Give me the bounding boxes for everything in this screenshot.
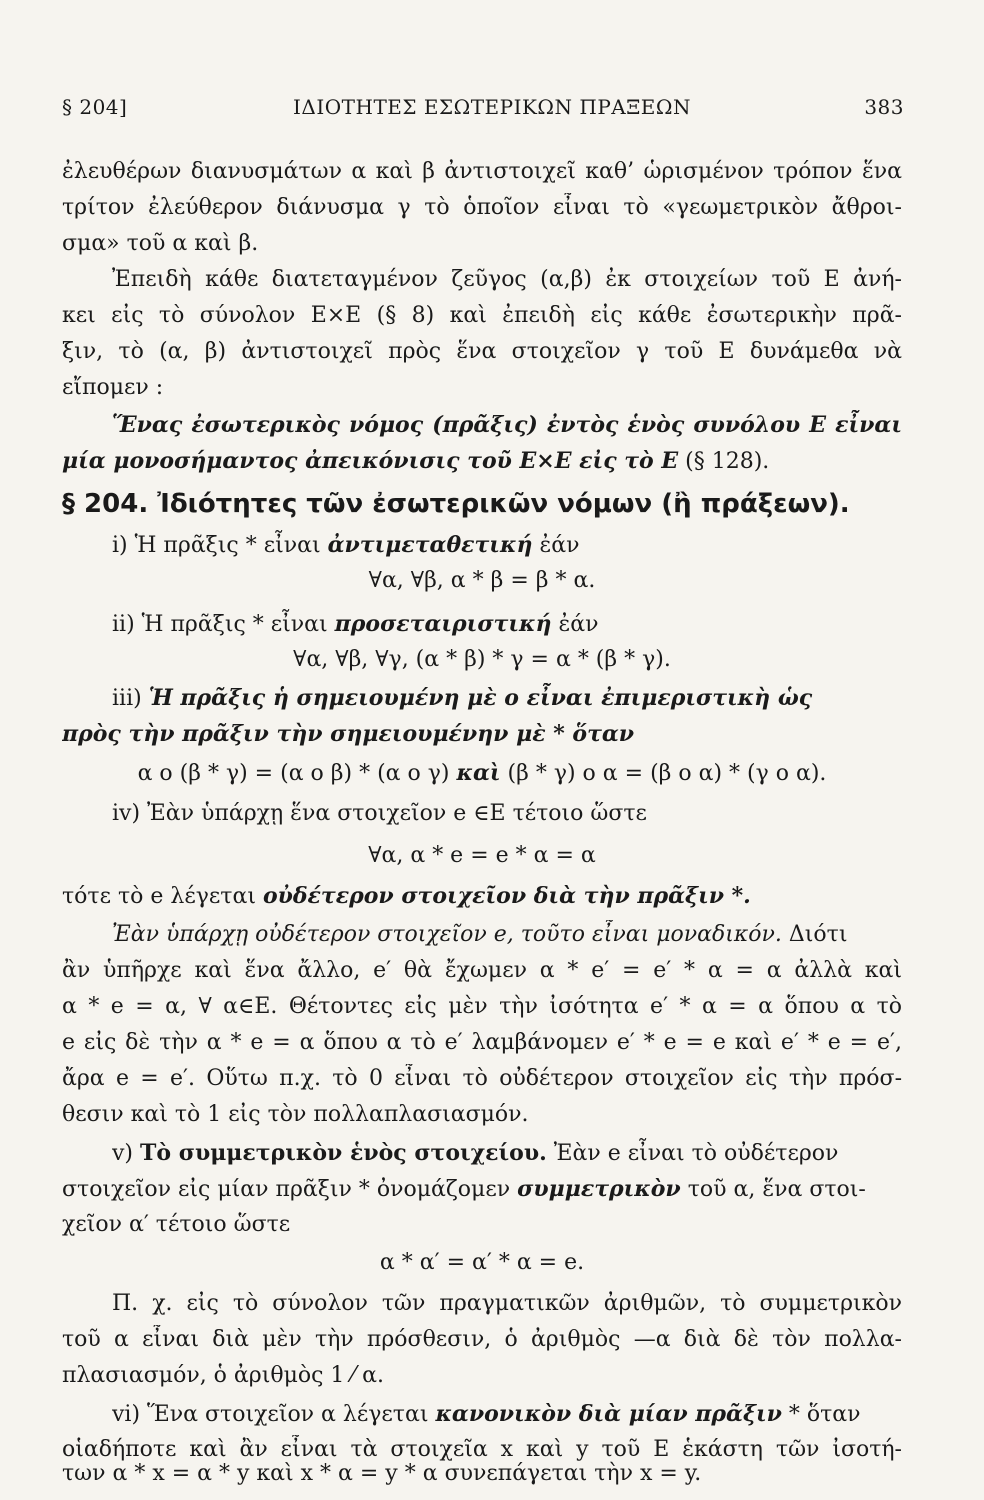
text-run: ἐάν — [532, 533, 580, 558]
text-run: τοῦ α, ἕνα στοι- — [680, 1177, 866, 1202]
property-line: πρὸς τὴν πρᾶξιν τὴν σημειουμένην μὲ * ὅταν — [62, 721, 635, 747]
text-line: των α * x = α * y καὶ x * α = y * α συνεπάγεται τὴν x = y. — [62, 1461, 702, 1486]
equation: α * α′ = α′ * α = e. — [379, 1250, 585, 1275]
text-run: στοιχεῖον εἰς μίαν πρᾶξιν * ὀνομάζομεν — [62, 1177, 518, 1202]
definition-ref: (§ 128). — [678, 449, 770, 474]
equation-conjunction: καὶ — [456, 760, 501, 786]
property-line — [112, 1399, 902, 1430]
property-line — [112, 1138, 902, 1169]
page-number: 383 — [864, 95, 904, 119]
text-line: Ἐπειδὴ κάθε διατεταγμένον ζεῦγος (α,β) ἐκ στοιχείων τοῦ Ε ἀνή- — [112, 267, 902, 292]
property-line — [112, 530, 902, 561]
subheading-symmetric: Τὸ συμμετρικὸν ἑνὸς στοιχείου. — [140, 1140, 547, 1166]
term-neutral-element: οὐδέτερον στοιχεῖον διὰ τὴν πρᾶξιν *. — [262, 883, 751, 909]
text-run: Ἐὰν ὑπάρχῃ οὐδέτερον στοιχεῖον e, τοῦτο εἶναι μοναδικόν. — [112, 922, 782, 947]
text-run: vi) Ἕνα στοιχεῖον α λέγεται — [112, 1402, 436, 1427]
term-commutative: ἀντιμεταθετική — [327, 532, 533, 558]
equation-part: α ο (β * γ) = (α ο β) * (α ο γ) — [137, 761, 457, 786]
text-run: iii) — [112, 686, 149, 711]
text-run: ii) Ἡ πρᾶξις * εἶναι — [112, 612, 335, 637]
text-line — [112, 920, 902, 950]
text-run: Διότι — [781, 922, 848, 947]
term-symmetric: συμμετρικὸν — [517, 1176, 681, 1202]
text-line: σμα» τοῦ α καὶ β. — [62, 231, 259, 256]
text-line: e εἰς δὲ τὴν α * e = α ὅπου α τὸ e′ λαμβάνομεν e′ * e = e καὶ e′ * e = e′, — [62, 1030, 902, 1055]
text-line: ἄρα e = e′. Οὕτω π.χ. τὸ 0 εἶναι τὸ οὐδέτερον στοιχεῖον εἰς τὴν πρόσ- — [62, 1066, 902, 1091]
text-line: χεῖον α′ τέτοιο ὥστε — [62, 1212, 291, 1237]
equation: ∀α, ∀β, ∀γ, (α * β) * γ = α * (β * γ). — [293, 647, 671, 672]
text-line: α * e = α, ∀ α∈Ε. Θέτοντες εἰς μὲν τὴν ἰσότητα e′ * α = α ὅπου α τὸ — [62, 994, 902, 1019]
text-run: * ὅταν — [781, 1402, 861, 1427]
text-line — [62, 1174, 902, 1205]
text-line: θεσιν καὶ τὸ 1 εἰς τὸν πολλαπλασιασμόν. — [62, 1102, 529, 1127]
property-line — [62, 881, 902, 912]
text-run: τότε τὸ e λέγεται — [62, 884, 263, 909]
text-run: v) — [112, 1141, 141, 1166]
definition-line — [62, 446, 902, 477]
section-heading: § 204. Ἰδιότητες τῶν ἐσωτερικῶν νόμων (ἢ πράξεων). — [62, 489, 850, 519]
text-line: τοῦ α εἶναι διὰ μὲν τὴν πρόσθεσιν, ὁ ἀριθμὸς —α διὰ δὲ τὸν πολλα- — [62, 1327, 902, 1352]
term-distributive: Ἡ πρᾶξις ἡ σημειουμένη μὲ ο εἶναι ἐπιμεριστικὴ ὡς — [148, 685, 813, 711]
text-line: ἐλευθέρων διανυσμάτων α καὶ β ἀντιστοιχεῖ καθ’ ὡρισμένον τρόπον ἕνα — [62, 159, 902, 184]
section-marker: § 204] — [62, 95, 128, 119]
text-line: Π. χ. εἰς τὸ σύνολον τῶν πραγματικῶν ἀριθμῶν, τὸ συμμετρικὸν — [112, 1291, 902, 1316]
term-regular: κανονικὸν διὰ μίαν πρᾶξιν — [435, 1401, 782, 1427]
equation — [62, 758, 902, 789]
running-title: ΙΔΙΟΤΗΤΕΣ ΕΣΩΤΕΡΙΚΩΝ ΠΡΑΞΕΩΝ — [293, 95, 691, 119]
term-associative: προσεταιριστική — [334, 611, 552, 637]
property-line: iv) Ἐὰν ὑπάρχῃ ἕνα στοιχεῖον e ∈E τέτοιο ὥστε — [112, 801, 647, 826]
text-line: ξιν, τὸ (α, β) ἀντιστοιχεῖ πρὸς ἕνα στοιχεῖον γ τοῦ Ε δυνάμεθα νὰ — [62, 339, 902, 364]
text-run: i) Ἡ πρᾶξις * εἶναι — [112, 533, 328, 558]
text-line: κει εἰς τὸ σύνολον Ε×Ε (§ 8) καὶ ἐπειδὴ εἰς κάθε ἐσωτερικὴν πρᾶ- — [62, 303, 902, 328]
definition-text: μία μονοσήμαντος ἀπεικόνισις τοῦ Ε×Ε εἰς τὸ Ε — [62, 448, 679, 474]
equation: ∀α, α * e = e * α = α — [368, 843, 596, 868]
text-line: πλασιασμόν, ὁ ἀριθμὸς 1 ⁄ α. — [62, 1363, 384, 1388]
equation-part: (β * γ) ο α = (β ο α) * (γ ο α). — [500, 761, 827, 786]
text-run: ἐάν — [551, 612, 599, 637]
property-line — [112, 609, 902, 640]
text-line: εἴπομεν : — [62, 375, 164, 400]
equation: ∀α, ∀β, α * β = β * α. — [368, 568, 596, 593]
definition-line: Ἕνας ἐσωτερικὸς νόμος (πρᾶξις) ἐντὸς ἑνὸς συνόλου Ε εἶναι — [112, 412, 902, 438]
text-line: τρίτον ἐλεύθερον διάνυσμα γ τὸ ὁποῖον εἶναι τὸ «γεωμετρικὸν ἄθροι- — [62, 195, 902, 220]
text-line: οἱαδήποτε καὶ ἂν εἶναι τὰ στοιχεῖα x καὶ y τοῦ Ε ἑκάστη τῶν ἰσοτή- — [62, 1437, 902, 1462]
text-run: Ἐὰν e εἶναι τὸ οὐδέτερον — [546, 1141, 839, 1166]
property-line — [112, 683, 902, 714]
text-line: ἂν ὑπῆρχε καὶ ἕνα ἄλλο, e′ θὰ ἔχωμεν α * e′ = e′ * α = α ἀλλὰ καὶ — [62, 958, 902, 983]
